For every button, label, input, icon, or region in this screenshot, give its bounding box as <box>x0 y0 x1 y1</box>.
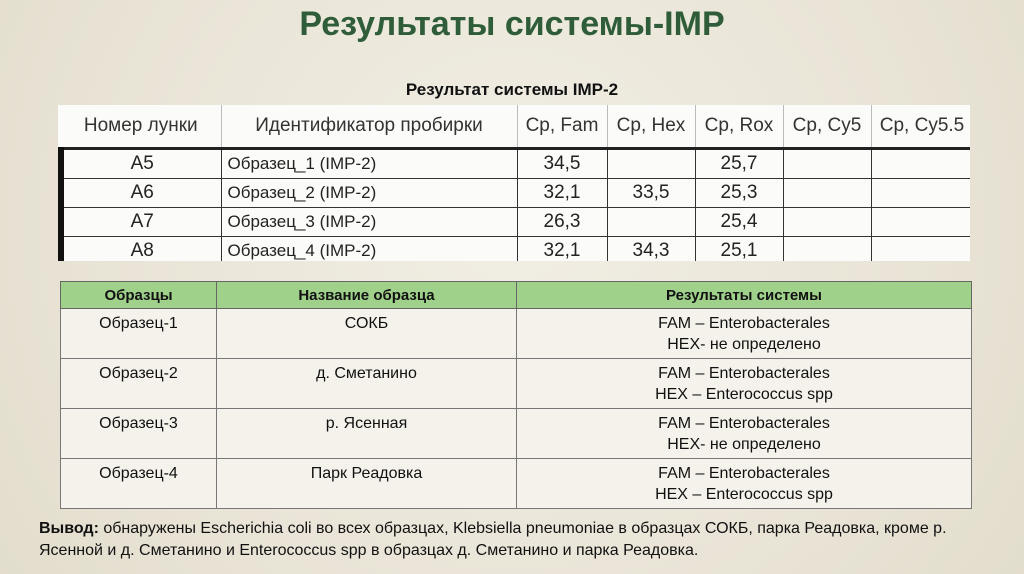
scanned-results-table <box>58 105 970 261</box>
tube-id-cell: Образец_2 (IMP-2) <box>221 179 517 208</box>
fam-result: FAM – Enterobacterales <box>658 465 830 482</box>
cp-fam-cell: 32,1 <box>517 237 607 262</box>
well-cell: A8 <box>61 237 221 262</box>
table-row <box>61 459 972 509</box>
scan-header-cell: Cp, Cy5.5 <box>871 105 970 149</box>
sample-name-cell: Парк Реадовка <box>217 459 517 509</box>
cp-hex-cell <box>607 149 695 179</box>
cp-fam-cell: 34,5 <box>517 149 607 179</box>
scan-header-cell: Идентификатор пробирки <box>221 105 517 149</box>
well-cell: A6 <box>61 179 221 208</box>
cp-fam-cell: 32,1 <box>517 179 607 208</box>
sample-cell: Образец-2 <box>61 359 217 409</box>
results-header-row <box>61 282 972 309</box>
result-cell <box>517 309 972 359</box>
table-row <box>61 179 970 208</box>
tube-id-cell: Образец_1 (IMP-2) <box>221 149 517 179</box>
cp-fam-cell: 26,3 <box>517 208 607 237</box>
table-row <box>61 359 972 409</box>
cp-cy5-cell <box>783 149 871 179</box>
hex-result: HEX – Enterococcus spp <box>655 486 833 503</box>
cp-cy5-cell <box>783 208 871 237</box>
table-row <box>61 309 972 359</box>
scan-header-row <box>61 105 970 149</box>
cp-hex-cell: 33,5 <box>607 179 695 208</box>
tube-id-cell: Образец_4 (IMP-2) <box>221 237 517 262</box>
header-sample-name: Название образца <box>217 282 517 309</box>
fam-result: FAM – Enterobacterales <box>658 415 830 432</box>
conclusion-label: Вывод: <box>39 520 99 537</box>
cp-cy55-cell <box>871 237 970 262</box>
tube-id-cell: Образец_3 (IMP-2) <box>221 208 517 237</box>
well-cell: A5 <box>61 149 221 179</box>
cp-rox-cell: 25,1 <box>695 237 783 262</box>
result-cell <box>517 459 972 509</box>
sample-name-cell: СОКБ <box>217 309 517 359</box>
system-results-table <box>60 281 972 509</box>
hex-result: HEX- не определено <box>667 336 821 353</box>
slide-subtitle: Результат системы IMP-2 <box>405 80 619 99</box>
scan-header-cell: Cp, Fam <box>517 105 607 149</box>
header-system-results: Результаты системы <box>517 282 972 309</box>
cp-rox-cell: 25,3 <box>695 179 783 208</box>
fam-result: FAM – Enterobacterales <box>658 315 830 332</box>
scan-header-cell: Cp, Hex <box>607 105 695 149</box>
result-cell <box>517 409 972 459</box>
cp-cy55-cell <box>871 149 970 179</box>
slide-title: Результаты системы-IMP <box>299 5 725 43</box>
scan-header-cell: Номер лунки <box>61 105 221 149</box>
result-cell <box>517 359 972 409</box>
fam-result: FAM – Enterobacterales <box>658 365 830 382</box>
cp-rox-cell: 25,7 <box>695 149 783 179</box>
table-row <box>61 237 970 262</box>
cp-cy5-cell <box>783 237 871 262</box>
cp-hex-cell: 34,3 <box>607 237 695 262</box>
sample-name-cell: д. Сметанино <box>217 359 517 409</box>
sample-cell: Образец-1 <box>61 309 217 359</box>
sample-cell: Образец-4 <box>61 459 217 509</box>
table-row <box>61 208 970 237</box>
cp-rox-cell: 25,4 <box>695 208 783 237</box>
hex-result: HEX – Enterococcus spp <box>655 386 833 403</box>
scan-header-cell: Cp, Rox <box>695 105 783 149</box>
sample-cell: Образец-3 <box>61 409 217 459</box>
scan-header-cell: Cp, Cy5 <box>783 105 871 149</box>
well-cell: A7 <box>61 208 221 237</box>
conclusion-body: обнаружены Escherichia coli во всех образцах, Klebsiella pneumoniae в образцах СОКБ, парка Реадовка, кроме р. Ясенной и д. Сметанино и Enterococcus spp в образцах д. Сметанино и парка Реадовка. <box>39 520 947 559</box>
table-row <box>61 149 970 179</box>
conclusion-text <box>39 518 999 562</box>
cp-cy55-cell <box>871 208 970 237</box>
cp-cy55-cell <box>871 179 970 208</box>
cp-cy5-cell <box>783 179 871 208</box>
sample-name-cell: р. Ясенная <box>217 409 517 459</box>
cp-hex-cell <box>607 208 695 237</box>
hex-result: HEX- не определено <box>667 436 821 453</box>
table-row <box>61 409 972 459</box>
header-samples: Образцы <box>61 282 217 309</box>
